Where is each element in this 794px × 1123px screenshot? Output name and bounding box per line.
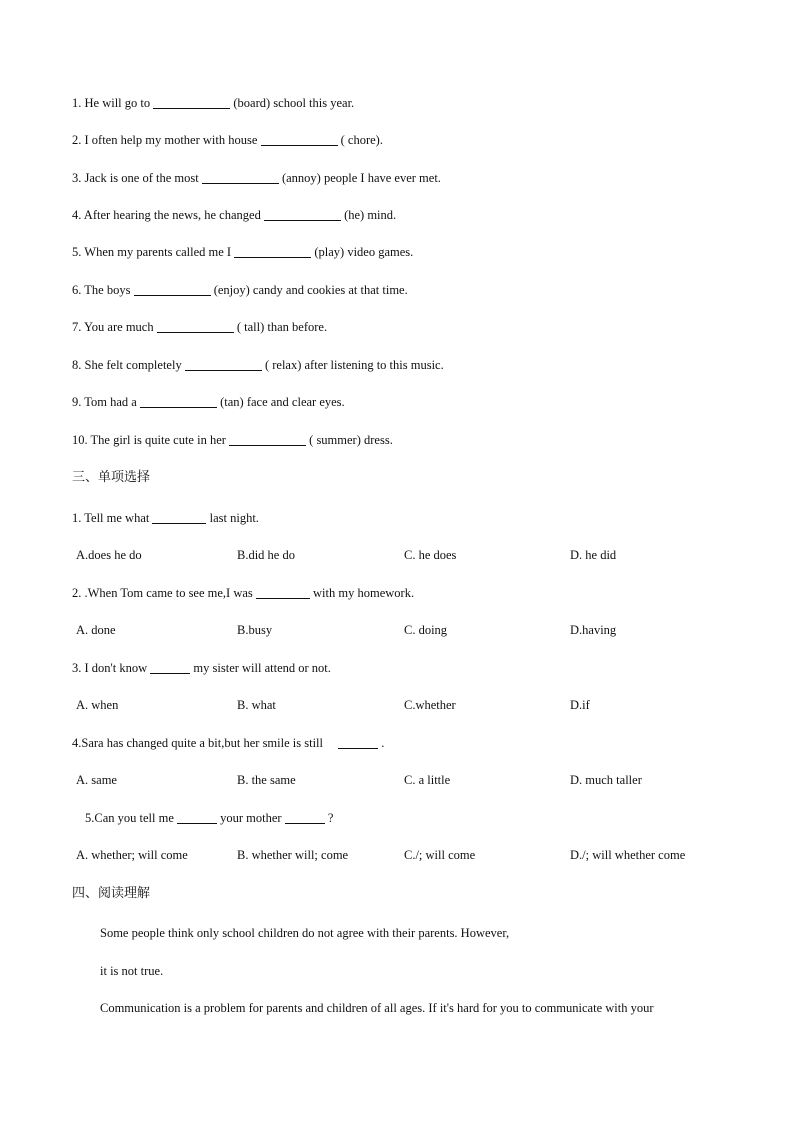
question-text: 9. Tom had a bbox=[72, 395, 140, 409]
option-c[interactable]: C. doing bbox=[404, 623, 448, 637]
option-b[interactable]: B. whether will; come bbox=[237, 848, 349, 862]
answer-blank[interactable] bbox=[256, 586, 310, 599]
answer-blank[interactable] bbox=[140, 395, 217, 408]
question-text: ? bbox=[324, 811, 334, 825]
answer-blank[interactable] bbox=[261, 133, 338, 146]
answer-blank[interactable] bbox=[338, 736, 378, 749]
question-item bbox=[72, 735, 384, 751]
question-item bbox=[72, 132, 383, 148]
option-b[interactable]: B. what bbox=[237, 698, 276, 712]
option-d[interactable]: D. he did bbox=[570, 548, 617, 562]
question-text: 2. I often help my mother with house bbox=[72, 133, 261, 147]
option-d[interactable]: D.having bbox=[570, 623, 617, 637]
question-item bbox=[72, 95, 354, 111]
question-text: . bbox=[378, 736, 385, 750]
question-text: (annoy) people I have ever met. bbox=[278, 171, 441, 185]
answer-blank[interactable] bbox=[264, 208, 341, 221]
question-item bbox=[72, 282, 408, 298]
passage-line: Some people think only school children do not agree with their parents. However, bbox=[100, 926, 510, 940]
option-d[interactable]: D.if bbox=[570, 698, 590, 712]
question-text: your mother bbox=[217, 811, 285, 825]
question-item bbox=[72, 357, 444, 373]
question-text: (play) video games. bbox=[311, 245, 414, 259]
question-text: ( relax) after listening to this music. bbox=[261, 358, 444, 372]
answer-blank[interactable] bbox=[134, 283, 211, 296]
question-text: 1. Tell me what bbox=[72, 511, 153, 525]
option-c[interactable]: C. he does bbox=[404, 548, 457, 562]
option-c[interactable]: C.whether bbox=[404, 698, 456, 712]
question-text: 10. The girl is quite cute in her bbox=[72, 433, 230, 447]
question-text: 2. .When Tom came to see me,I was bbox=[72, 586, 256, 600]
question-item bbox=[85, 810, 333, 826]
question-text: (board) school this year. bbox=[230, 96, 355, 110]
option-a[interactable]: A. done bbox=[76, 623, 116, 637]
question-text: last night. bbox=[206, 511, 259, 525]
question-item bbox=[72, 394, 345, 410]
option-d[interactable]: D. much taller bbox=[570, 773, 642, 787]
question-text: 4. After hearing the news, he changed bbox=[72, 208, 264, 222]
passage-line: Communication is a problem for parents and children of all ages. If it's hard for you to communicate with your bbox=[100, 1001, 654, 1015]
question-text: with my homework. bbox=[309, 586, 415, 600]
question-item bbox=[72, 585, 414, 601]
option-a[interactable]: A. same bbox=[76, 773, 117, 787]
question-text: 3. I don't know bbox=[72, 661, 151, 675]
question-item bbox=[72, 319, 327, 335]
question-item bbox=[72, 170, 441, 186]
answer-blank[interactable] bbox=[229, 433, 306, 446]
question-text: ( tall) than before. bbox=[233, 320, 328, 334]
question-text: 8. She felt completely bbox=[72, 358, 185, 372]
option-a[interactable]: A.does he do bbox=[76, 548, 142, 562]
option-b[interactable]: B.did he do bbox=[237, 548, 295, 562]
question-text: 3. Jack is one of the most bbox=[72, 171, 202, 185]
answer-blank[interactable] bbox=[285, 811, 325, 824]
question-text: 6. The boys bbox=[72, 283, 134, 297]
question-item bbox=[72, 244, 413, 260]
answer-blank[interactable] bbox=[177, 811, 217, 824]
answer-blank[interactable] bbox=[150, 661, 190, 674]
option-a[interactable]: A. when bbox=[76, 698, 119, 712]
question-text: my sister will attend or not. bbox=[190, 661, 331, 675]
question-text: (enjoy) candy and cookies at that time. bbox=[210, 283, 408, 297]
question-text: ( chore). bbox=[337, 133, 383, 147]
option-d[interactable]: D./; will whether come bbox=[570, 848, 686, 862]
question-text: (tan) face and clear eyes. bbox=[216, 395, 345, 409]
section-title: 四、阅读理解 bbox=[72, 886, 151, 901]
option-c[interactable]: C./; will come bbox=[404, 848, 476, 862]
answer-blank[interactable] bbox=[153, 96, 230, 109]
passage-line: it is not true. bbox=[100, 964, 164, 978]
question-text: 1. He will go to bbox=[72, 96, 154, 110]
question-item bbox=[72, 207, 396, 223]
question-item bbox=[72, 660, 331, 676]
answer-blank[interactable] bbox=[157, 320, 234, 333]
option-b[interactable]: B.busy bbox=[237, 623, 273, 637]
option-c[interactable]: C. a little bbox=[404, 773, 451, 787]
answer-blank[interactable] bbox=[202, 171, 279, 184]
question-item bbox=[72, 432, 393, 448]
question-text: 5.Can you tell me bbox=[85, 811, 177, 825]
question-text: 7. You are much bbox=[72, 320, 157, 334]
question-text: 5. When my parents called me I bbox=[72, 245, 235, 259]
question-item bbox=[72, 510, 259, 526]
option-a[interactable]: A. whether; will come bbox=[76, 848, 188, 862]
answer-blank[interactable] bbox=[185, 358, 262, 371]
option-b[interactable]: B. the same bbox=[237, 773, 296, 787]
question-text: 4.Sara has changed quite a bit,but her smile is still bbox=[72, 736, 327, 750]
section-title: 三、单项选择 bbox=[72, 470, 151, 485]
question-text: ( summer) dress. bbox=[306, 433, 393, 447]
question-text: (he) mind. bbox=[340, 208, 397, 222]
answer-blank[interactable] bbox=[152, 511, 206, 524]
answer-blank[interactable] bbox=[234, 245, 311, 258]
